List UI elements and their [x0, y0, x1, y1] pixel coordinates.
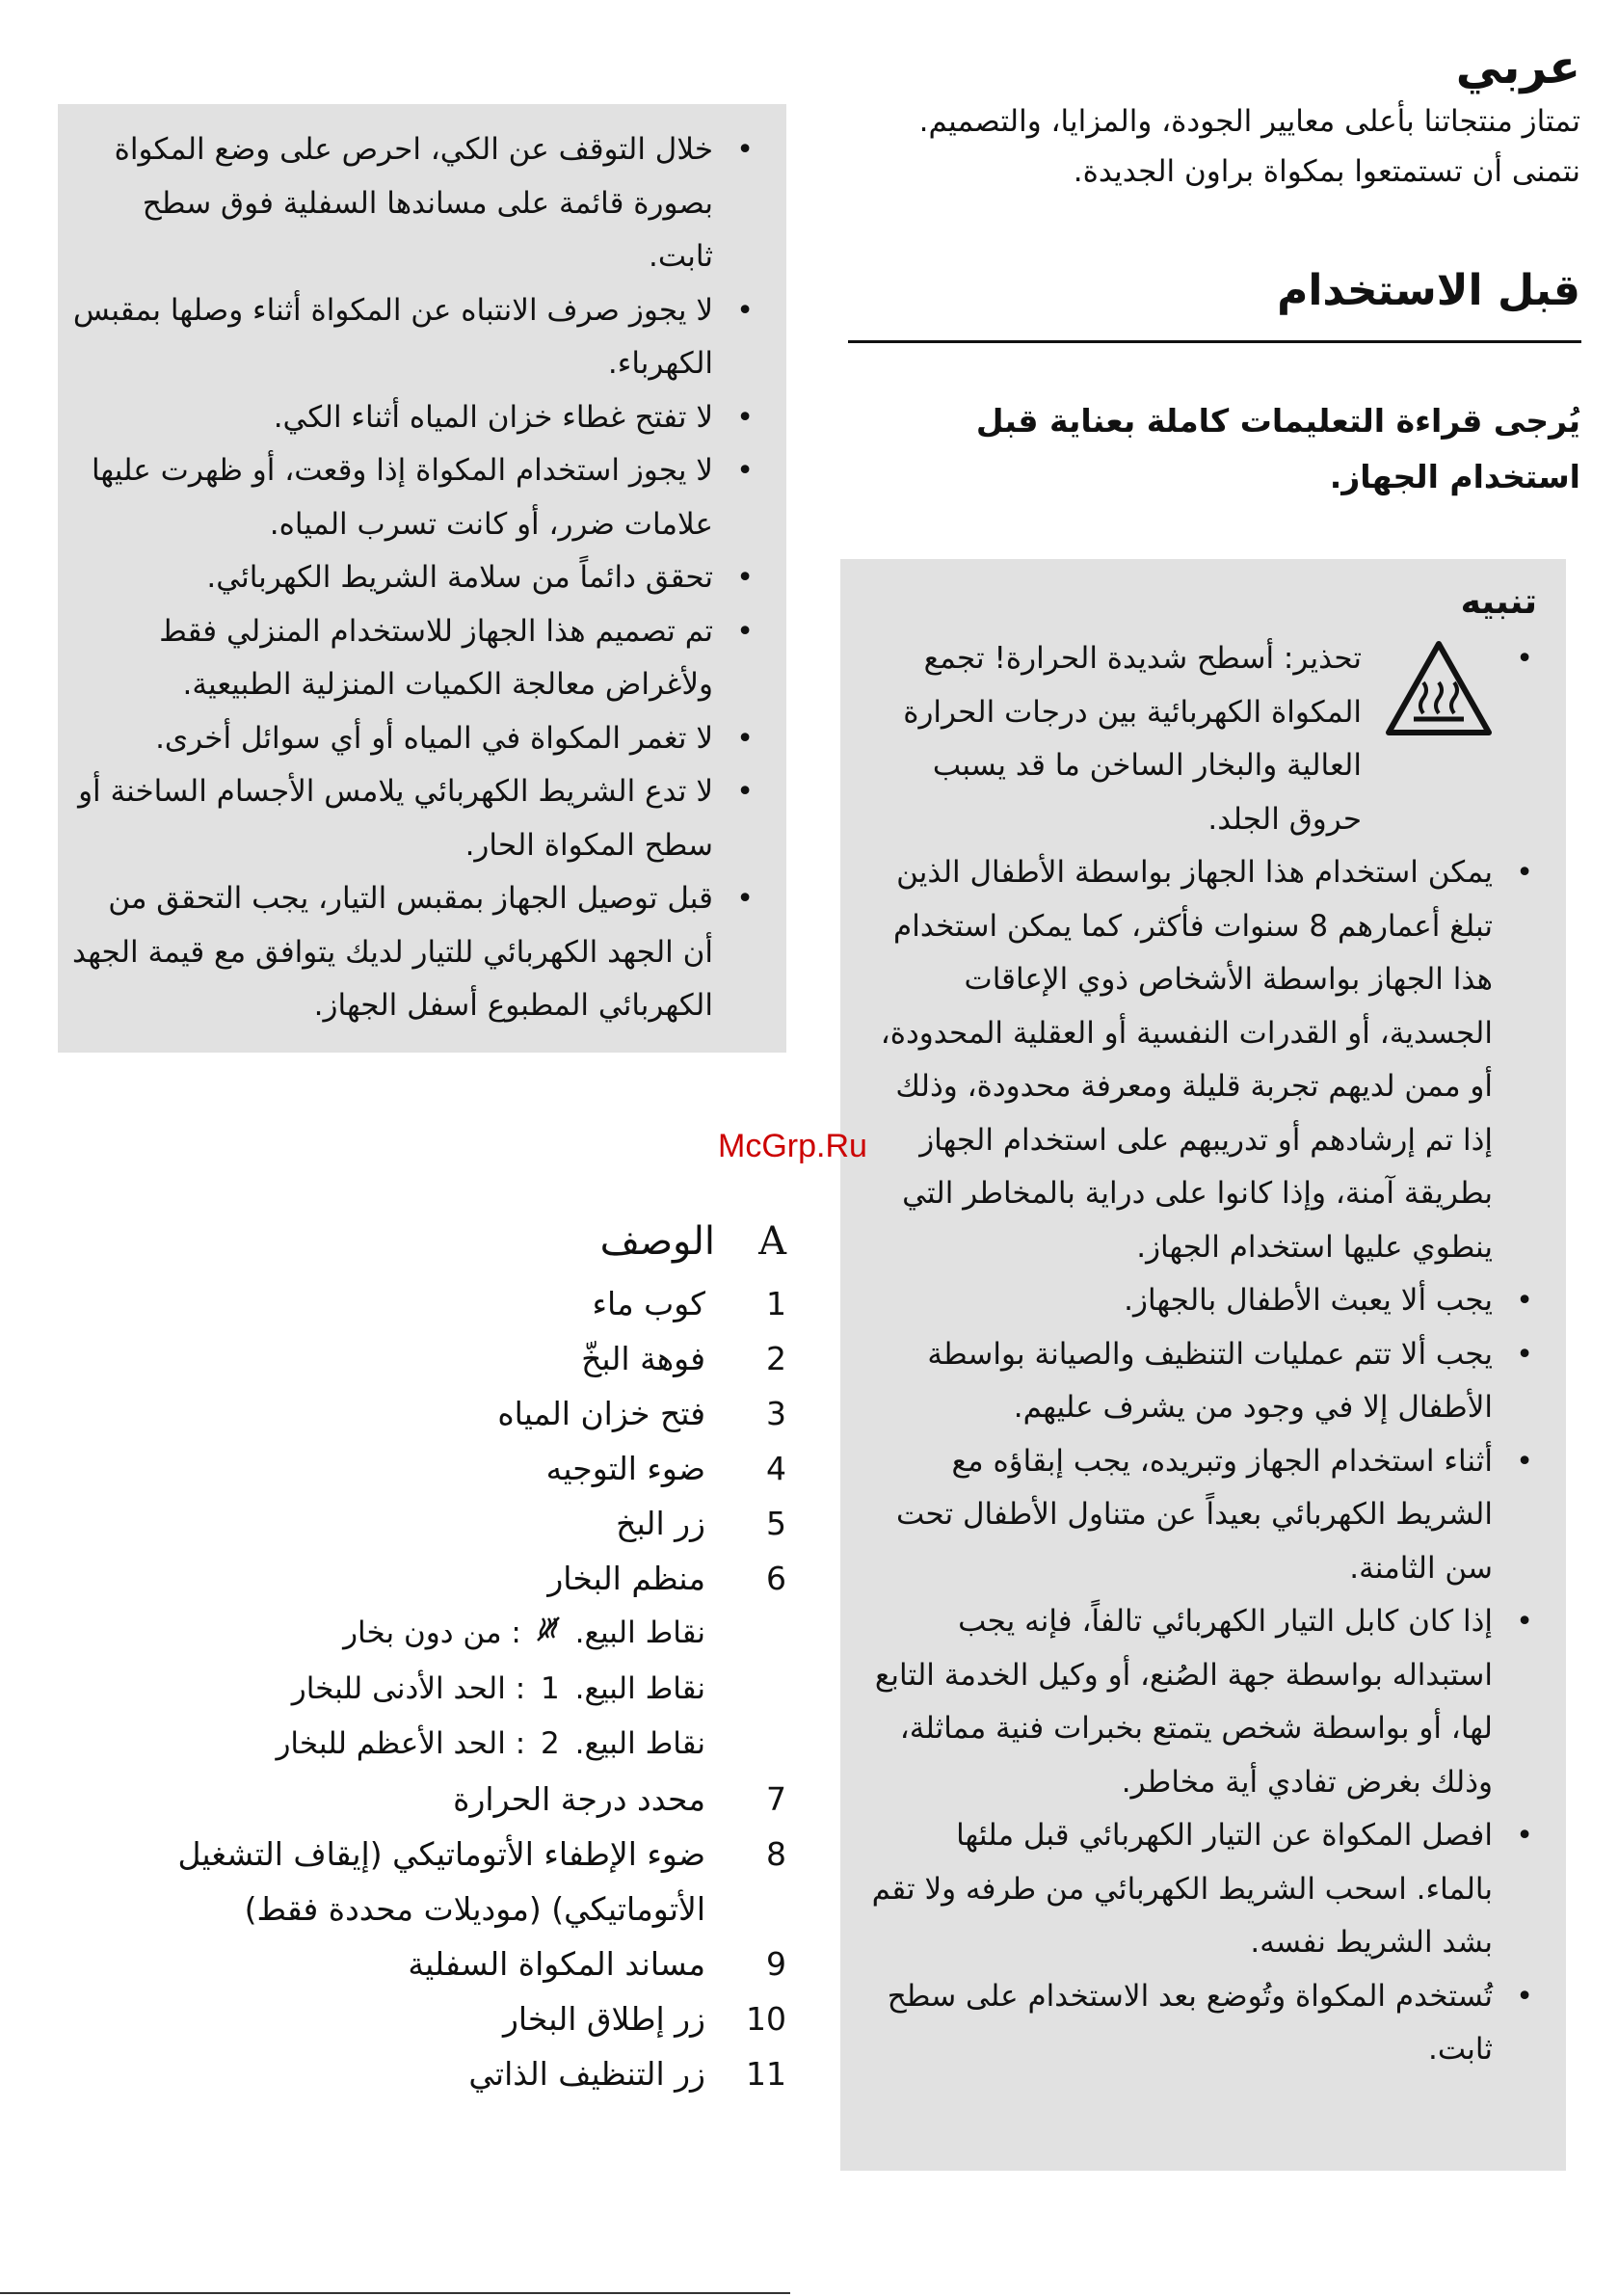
steam-setting-prefix: نقاط البيع. — [574, 1726, 705, 1761]
warning-item: • يجب ألا تتم عمليات التنظيف والصيانة بواسطة الأطفال إلا في وجود من يشرف عليهم. — [871, 1328, 1537, 1435]
safety-box — [58, 104, 786, 1053]
desc-label: مساند المكواة السفلية — [408, 1945, 705, 1983]
desc-item-7 — [145, 1772, 786, 1827]
section-title: قبل الاستخدام — [1277, 266, 1580, 315]
desc-item-9 — [145, 1936, 786, 1991]
hot-surface-warning-icon — [1377, 638, 1493, 757]
safety-item: • لا تفتح غطاء خزان المياه أثناء الكي. — [69, 391, 757, 445]
warning-list — [871, 632, 1537, 2077]
read-instructions-notice: يُرجى قراءة التعليمات كاملة بعناية قبل استخدام الجهاز. — [975, 402, 1580, 495]
desc-label: فوهة البخّ — [581, 1340, 705, 1377]
safety-item: • خلال التوقف عن الكي، احرص على وضع المكواة بصورة قائمة على مساندها السفلية فوق سطح ثابت. — [69, 123, 757, 284]
warning-hot-text: • تحذير: أسطح شديدة الحرارة! تجمع المكواة الكهربائية بين درجات الحرارة العالية والبخار الساخن ما قد يسبب حروق الجلد. — [903, 641, 1362, 837]
desc-num: 8 — [766, 1835, 786, 1873]
desc-item-5 — [145, 1496, 786, 1551]
description-title: الوصف — [599, 1219, 715, 1264]
warning-title: تنبيه — [1460, 582, 1537, 622]
safety-item: • قبل توصيل الجهاز بمقبس التيار، يجب التحقق من أن الجهد الكهربائي للتيار لديك يتوافق مع قيمة الجهد الكهربائي المطبوع أسفل الجهاز. — [69, 872, 757, 1033]
desc-label: ضوء الإطفاء الأتوماتيكي (إيقاف التشغيل الأتوماتيكي) (موديلات محددة فقط) — [177, 1835, 705, 1928]
desc-item-10 — [145, 1991, 786, 2046]
desc-item-2 — [145, 1331, 786, 1386]
safety-list — [69, 123, 757, 1033]
steam-setting-text: : من دون بخار — [343, 1615, 521, 1650]
desc-item-1 — [145, 1276, 786, 1331]
steam-setting-prefix: نقاط البيع. — [574, 1615, 705, 1650]
steam-setting-level: 1 — [541, 1671, 560, 1706]
description-letter: A — [758, 1219, 786, 1264]
desc-item-8 — [145, 1827, 786, 1936]
safety-item: • لا تدع الشريط الكهربائي يلامس الأجسام الساخنة أو سطح المكواة الحار. — [69, 765, 757, 872]
desc-num: 6 — [766, 1560, 786, 1597]
steam-setting-prefix: نقاط البيع. — [574, 1671, 705, 1706]
desc-label: ضوء التوجيه — [545, 1450, 705, 1487]
no-steam-icon — [535, 1607, 562, 1662]
safety-item: • لا يجوز صرف الانتباه عن المكواة أثناء وصلها بمقبس الكهرباء. — [69, 284, 757, 391]
bottom-rule — [0, 2292, 790, 2294]
intro-line-2: نتمنى أن تستمتعوا بمكواة براون الجديدة. — [1073, 154, 1580, 189]
desc-num: 10 — [746, 2000, 786, 2038]
steam-setting-none — [145, 1606, 786, 1662]
desc-label: زر إطلاق البخار — [502, 2000, 705, 2038]
warning-item: • تُستخدم المكواة وتُوضع بعد الاستخدام على سطح ثابت. — [871, 1970, 1537, 2077]
desc-item-3 — [145, 1386, 786, 1441]
desc-label: زر البخ — [616, 1505, 705, 1542]
steam-setting-min — [145, 1662, 786, 1717]
warning-item: • يجب ألا يعبث الأطفال بالجهاز. — [871, 1274, 1537, 1328]
steam-setting-max — [145, 1717, 786, 1772]
desc-item-4 — [145, 1441, 786, 1496]
desc-num: 11 — [746, 2055, 786, 2093]
desc-num: 1 — [766, 1285, 786, 1322]
desc-num: 7 — [766, 1780, 786, 1818]
desc-label: فتح خزان المياه — [497, 1395, 705, 1432]
desc-label: محدد درجة الحرارة — [453, 1780, 705, 1818]
warning-item: • يمكن استخدام هذا الجهاز بواسطة الأطفال الذين تبلغ أعمارهم 8 سنوات فأكثر، كما يمكن استخدام هذا الجهاز بواسطة الأشخاص ذوي الإعاقات الجسدية، أو القدرات النفسية أو العقلية المحدودة، أو ممن لديهم تجربة قليلة ومعرفة محدودة، وذلك إذا تم إرشادهم أو تدريبهم على استخدام الجهاز بطريقة آمنة، وإذا كانوا على دراية بالمخاطر التي ينطوي عليها استخدام الجهاز. — [871, 846, 1537, 1274]
desc-item-6 — [145, 1551, 786, 1606]
watermark: McGrp.Ru — [718, 1128, 867, 1164]
description-section — [145, 1213, 786, 2101]
desc-num: 2 — [766, 1340, 786, 1377]
desc-label: منظم البخار — [547, 1560, 705, 1597]
desc-num: 3 — [766, 1395, 786, 1432]
desc-num: 5 — [766, 1505, 786, 1542]
warning-item: • افصل المكواة عن التيار الكهربائي قبل ملئها بالماء. اسحب الشريط الكهربائي من طرفه ولا تقم بشد الشريط نفسه. — [871, 1809, 1537, 1970]
desc-num: 4 — [766, 1450, 786, 1487]
desc-label: زر التنظيف الذاتي — [468, 2055, 705, 2093]
steam-setting-text: : الحد الأدنى للبخار — [291, 1671, 526, 1706]
steam-setting-level: 2 — [541, 1726, 560, 1761]
warning-item: • إذا كان كابل التيار الكهربائي تالفاً، فإنه يجب استبداله بواسطة جهة الصُنع، أو وكيل الخدمة التابع لها، أو بواسطة شخص يتمتع بخبرات فنية مماثلة، وذلك بغرض تفادي أية مخاطر. — [871, 1595, 1537, 1809]
right-column — [848, 39, 1580, 197]
safety-item: • تم تصميم هذا الجهاز للاستخدام المنزلي فقط ولأغراض معالجة الكميات المنزلية الطبيعية. — [69, 605, 757, 712]
safety-item: • لا تغمر المكواة في المياه أو أي سوائل أخرى. — [69, 712, 757, 766]
desc-label: كوب ماء — [592, 1285, 705, 1322]
intro-line-1: تمتاز منتجاتنا بأعلى معايير الجودة، والمزايا، والتصميم. — [918, 104, 1580, 139]
warning-box — [840, 559, 1566, 2171]
warning-item: • أثناء استخدام الجهاز وتبريده، يجب إبقاؤه مع الشريط الكهربائي بعيداً عن متناول الأطفال تحت سن الثامنة. — [871, 1435, 1537, 1596]
description-heading — [145, 1213, 786, 1270]
section-divider — [848, 340, 1581, 343]
desc-num: 9 — [766, 1945, 786, 1983]
safety-item: • لا يجوز استخدام المكواة إذا وقعت، أو ظهرت عليها علامات ضرر، أو كانت تسرب المياه. — [69, 444, 757, 551]
language-heading: عربي — [1455, 40, 1580, 94]
steam-setting-text: : الحد الأعظم للبخار — [276, 1726, 526, 1761]
warning-item-hot-surface — [871, 632, 1537, 846]
desc-item-11 — [145, 2046, 786, 2101]
safety-item: • تحقق دائماً من سلامة الشريط الكهربائي. — [69, 551, 757, 605]
